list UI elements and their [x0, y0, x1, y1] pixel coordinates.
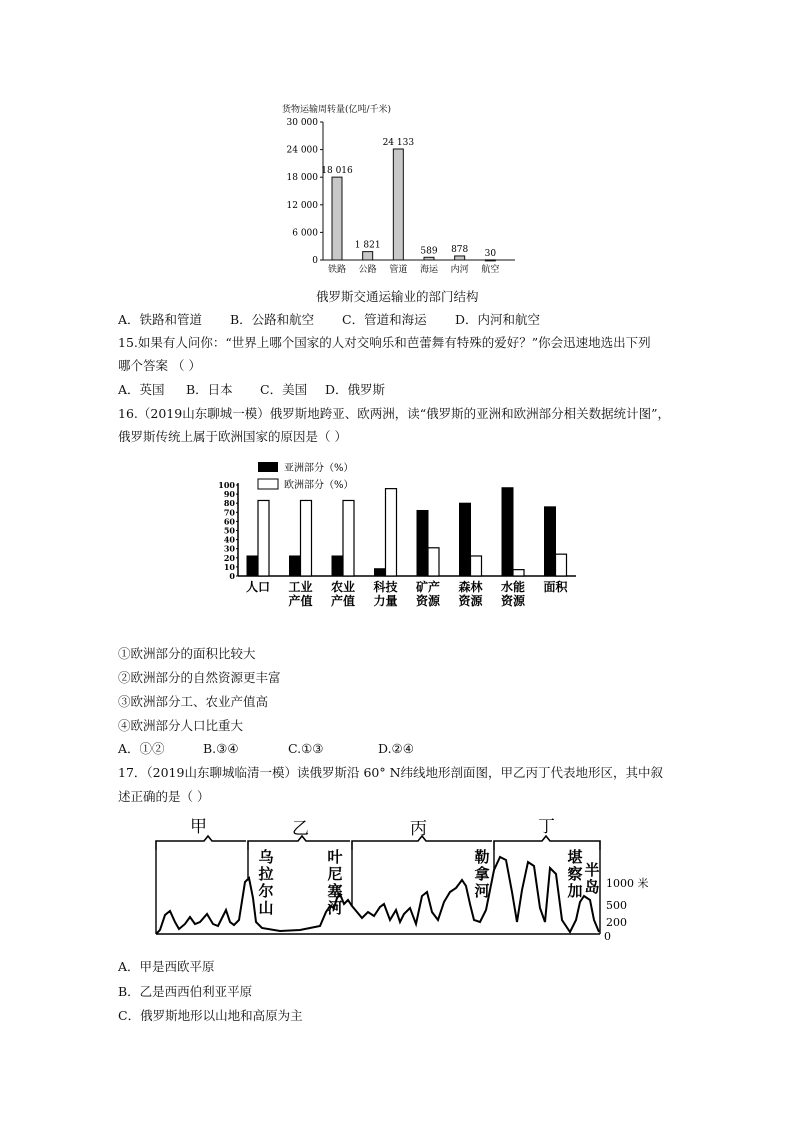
label-kamchatka — [566, 848, 599, 900]
y-tick-label: 50 — [223, 525, 235, 536]
label-char: 拉 — [258, 865, 274, 883]
label-char: 察 — [567, 865, 583, 883]
q15-option-c[interactable]: C．美国 — [260, 382, 308, 397]
legend-europe-swatch — [258, 479, 278, 489]
label-char: 河 — [474, 882, 490, 900]
q16-statement-4: ④欧洲部分人口比重大 — [118, 718, 244, 733]
bar — [424, 257, 434, 260]
q16-option-a[interactable]: A．①② — [118, 741, 165, 756]
q15-stem-line2: 哪个答案 （ ） — [118, 358, 201, 373]
transport-bar-chart — [270, 100, 530, 280]
bar — [455, 256, 465, 260]
bar-value-label: 589 — [420, 246, 438, 257]
bar — [332, 177, 342, 260]
bar-asia — [332, 556, 343, 576]
bar-europe — [386, 489, 397, 576]
q15-option-b[interactable]: B．日本 — [186, 382, 233, 397]
q16-option-d[interactable]: D.②④ — [378, 741, 414, 756]
chart-title: 俄罗斯交通运输业的部门结构 — [316, 289, 479, 304]
label-char: 拿 — [474, 865, 490, 883]
x-tick-label: 管道 — [389, 265, 408, 275]
y-tick-label: 12 000 — [286, 200, 318, 211]
label-char: 堪 — [567, 848, 583, 866]
region-ding: 丁 — [538, 817, 555, 837]
legend-europe-label: 欧洲部分（%） — [284, 480, 354, 491]
bar-asia — [375, 569, 386, 576]
bar-value-label: 878 — [451, 244, 469, 255]
legend — [258, 461, 354, 491]
y-tick-label: 24 000 — [286, 145, 318, 156]
legend-asia-label: 亚洲部分（%） — [284, 463, 354, 474]
label-char: 尔 — [258, 882, 274, 900]
bar — [363, 252, 373, 260]
region-bing: 丙 — [410, 819, 427, 839]
x-tick-label: 海运 — [419, 265, 439, 275]
q16-option-c[interactable]: C.①③ — [288, 741, 324, 756]
height-ticks — [604, 876, 649, 943]
q16-options — [118, 740, 414, 758]
tick-1000: 1000 米 — [606, 877, 649, 890]
y-tick-label: 100 — [218, 480, 235, 490]
y-tick-label: 80 — [223, 498, 235, 509]
region-jia: 甲 — [190, 817, 207, 837]
y-tick-label: 20 — [223, 552, 235, 563]
q17-stem-line1: 17．（2019山东聊城临清一模）读俄罗斯沿 60° N纬线地形剖面图，甲乙丙丁代表地形区，其中叙 — [118, 765, 664, 780]
q17-stem-line2: 述正确的是（ ） — [118, 789, 210, 804]
label-char: 山 — [258, 899, 274, 917]
asia-europe-bar-chart — [218, 455, 583, 615]
x-tick-label: 产值 — [330, 594, 356, 608]
y-tick-label: 30 000 — [286, 118, 318, 128]
x-tick-label: 资源 — [500, 594, 526, 608]
q14-option-d[interactable]: D．内河和航空 — [455, 312, 541, 327]
q16-stem-line1: 16.（2019山东聊城一模）俄罗斯地跨亚、欧两洲，读“俄罗斯的亚洲和欧洲部分相关数据统计图”， — [118, 406, 670, 421]
q17-option-a[interactable]: A．甲是西欧平原 — [118, 959, 215, 974]
bar-europe — [343, 500, 354, 576]
y-tick-label: 6 000 — [292, 228, 318, 239]
q15-option-d[interactable]: D．俄罗斯 — [325, 382, 386, 397]
region-separators — [156, 850, 600, 934]
bar-asia — [545, 507, 556, 576]
x-tick-label: 资源 — [458, 594, 483, 608]
x-tick-label: 铁路 — [327, 265, 347, 275]
label-char: 勒 — [474, 848, 490, 866]
q17-option-c[interactable]: C．俄罗斯地形以山地和高原为主 — [118, 1008, 303, 1023]
q15-option-a[interactable]: A．英国 — [118, 382, 165, 397]
tick-200: 200 — [606, 916, 627, 929]
x-tick-label: 科技 — [373, 580, 398, 594]
q17-option-b[interactable]: B．乙是西西伯利亚平原 — [118, 984, 253, 999]
bar — [485, 260, 495, 261]
bar-europe — [258, 500, 269, 576]
bar-asia — [290, 556, 301, 576]
label-char: 加 — [567, 882, 583, 900]
bar-value-label: 24 133 — [382, 137, 415, 148]
q16-option-b[interactable]: B.③④ — [203, 741, 239, 756]
label-char: 塞 — [327, 882, 343, 900]
q16-statement-3: ③欧洲部分工、农业产值高 — [118, 694, 269, 709]
legend-asia-swatch — [258, 462, 278, 472]
bar-europe — [471, 556, 482, 576]
y-tick-label: 70 — [223, 507, 235, 518]
y-tick-label: 40 — [223, 534, 235, 545]
terrain-outline — [156, 857, 599, 934]
x-tick-label: 矿产 — [415, 580, 441, 594]
y-tick-label: 60 — [223, 516, 235, 527]
bar-asia — [502, 488, 513, 576]
x-tick-label: 水能 — [500, 580, 526, 594]
region-braces — [156, 836, 600, 850]
x-tick-label: 产值 — [288, 594, 313, 608]
y-tick-label: 90 — [223, 489, 235, 500]
y-tick-label: 10 — [223, 561, 235, 572]
x-tick-label: 人口 — [245, 580, 271, 594]
label-char: 河 — [327, 899, 343, 917]
y-tick-label: 18 000 — [286, 173, 318, 184]
y-tick-label: 0 — [229, 571, 235, 581]
bar-europe — [556, 554, 567, 576]
x-tick-label: 农业 — [330, 580, 356, 594]
label-char: 半 — [584, 861, 600, 879]
bar — [393, 149, 403, 260]
label-char: 叶 — [327, 848, 343, 866]
x-tick-label: 航空 — [481, 265, 500, 275]
bar-asia — [460, 503, 471, 576]
x-tick-label: 资源 — [415, 594, 441, 608]
tick-500: 500 — [606, 899, 627, 912]
x-tick-label: 工业 — [288, 580, 313, 594]
q16-stem-line2: 俄罗斯传统上属于欧洲国家的原因是（ ） — [118, 429, 347, 444]
y-tick-label: 0 — [312, 256, 318, 266]
bar-value-label: 18 016 — [321, 166, 353, 177]
label-ural — [258, 848, 273, 917]
x-tick-label: 公路 — [358, 265, 377, 275]
label-lena — [474, 848, 489, 900]
x-tick-label: 力量 — [373, 594, 398, 608]
x-tick-label: 内河 — [450, 265, 469, 275]
bar-europe — [513, 570, 524, 576]
region-yi: 乙 — [292, 819, 309, 839]
label-yenisei — [327, 848, 343, 917]
bar-value-label: 30 — [484, 248, 497, 259]
q14-option-a[interactable]: A．铁路和管道 — [118, 312, 203, 327]
label-char: 岛 — [584, 878, 600, 896]
bar-asia — [417, 510, 428, 576]
q16-statement-1: ①欧洲部分的面积比较大 — [118, 646, 256, 661]
bar-asia — [247, 556, 258, 576]
x-tick-label: 面积 — [543, 580, 568, 594]
terrain-profile — [152, 812, 649, 947]
bar-europe — [428, 548, 439, 576]
q14-option-c[interactable]: C．管道和海运 — [342, 312, 427, 327]
q14-options — [118, 311, 540, 329]
tick-0: 0 — [604, 930, 611, 943]
label-char: 尼 — [327, 865, 343, 883]
chart-ylabel: 货物运输周转量(亿吨/千米) — [282, 105, 392, 115]
x-tick-label: 森林 — [458, 580, 483, 594]
bar-europe — [301, 500, 312, 576]
q14-option-b[interactable]: B．公路和航空 — [230, 312, 315, 327]
y-tick-label: 30 — [223, 543, 235, 554]
q16-statement-2: ②欧洲部分的自然资源更丰富 — [118, 670, 281, 685]
label-char: 乌 — [258, 848, 274, 866]
bar-value-label: 1 821 — [354, 240, 381, 251]
q15-options — [118, 381, 385, 399]
q15-stem-line1: 15.如果有人问你：“世界上哪个国家的人对交响乐和芭蕾舞有特殊的爱好？”你会迅速地选出下列 — [118, 335, 651, 350]
